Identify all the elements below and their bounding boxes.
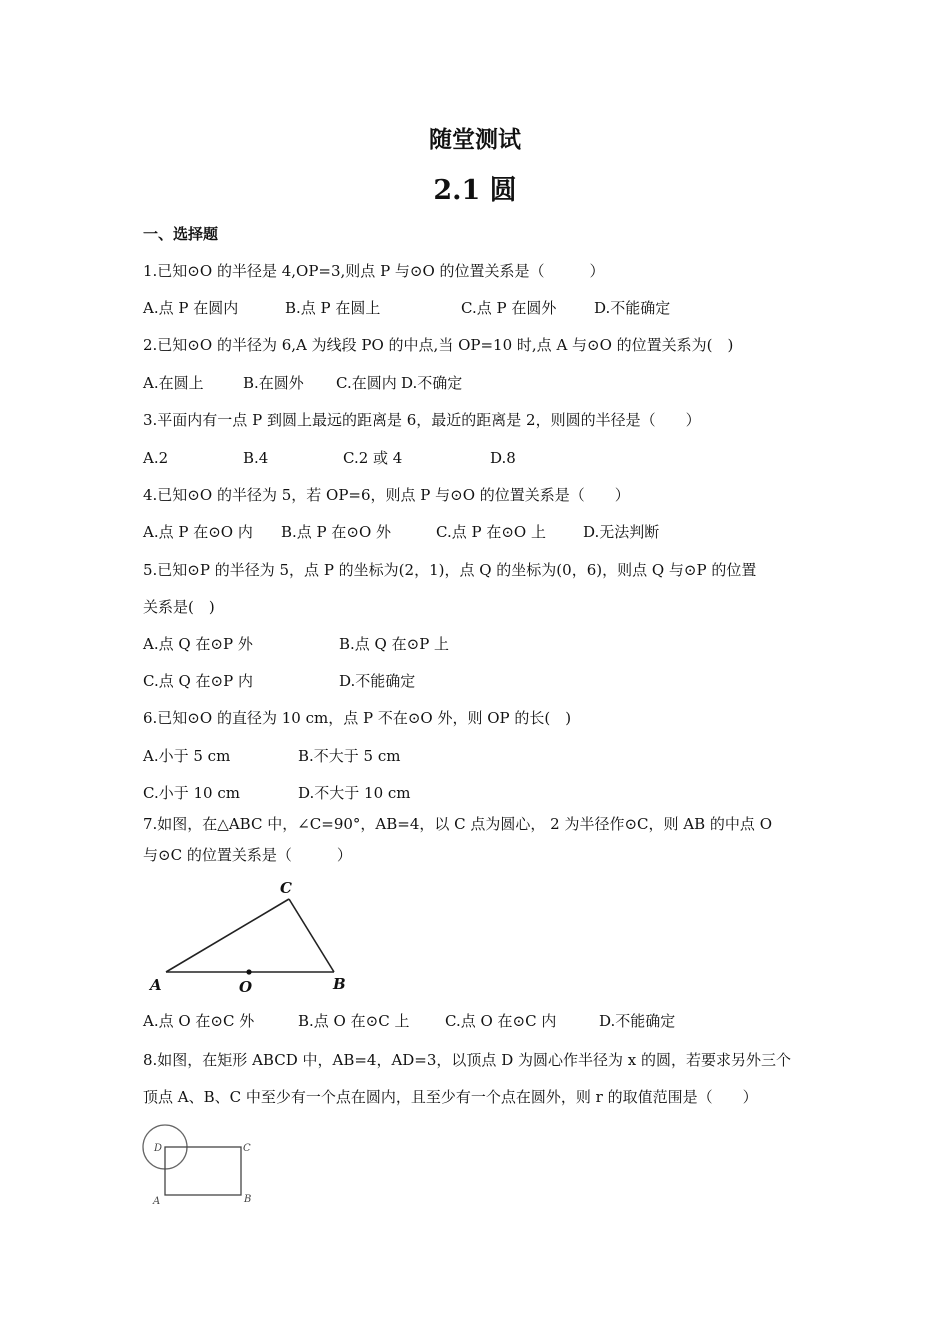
vertex-label-c: C — [243, 1143, 251, 1154]
question-7-option-c: C.点 O 在⊙C 内 — [445, 1012, 557, 1030]
question-5-option-c: C.点 Q 在⊙P 内 — [143, 672, 253, 690]
question-3-option-a: A.2 — [143, 449, 169, 467]
question-8-rectangle-figure — [140, 1120, 265, 1210]
midpoint-o-dot — [246, 969, 251, 974]
question-2-stem: 2.已知⊙O 的半径为 6,A 为线段 PO 的中点,当 OP=10 时,点 A 与⊙O 的位置关系为( ) — [143, 336, 734, 354]
question-7-option-d: D.不能确定 — [599, 1012, 676, 1030]
question-2-option-d: D.不确定 — [401, 374, 463, 392]
question-7-stem-line2: 与⊙C 的位置关系是（ ） — [143, 846, 352, 864]
question-6-option-d: D.不大于 10 cm — [298, 784, 411, 802]
question-6-option-a: A.小于 5 cm — [143, 747, 231, 765]
question-5-stem: 5.已知⊙P 的半径为 5，点 P 的坐标为(2，1)，点 Q 的坐标为(0，6)，则点 Q 与⊙P 的位置 — [143, 561, 757, 579]
question-1-option-b: B.点 P 在圆上 — [285, 299, 381, 317]
vertex-label-a: A — [153, 1196, 161, 1207]
section-title: 一、选择题 — [143, 225, 219, 243]
triangle-side-ac — [166, 899, 289, 972]
question-2-option-c: C.在圆内 — [336, 374, 397, 392]
question-8-stem-line2: 顶点 A、B、C 中至少有一个点在圆内，且至少有一个点在圆外，则 r 的取值范围是（ ） — [143, 1088, 758, 1106]
question-1-option-d: D.不能确定 — [594, 299, 671, 317]
page-title: 随堂测试 — [429, 126, 521, 153]
page-subtitle: 2.1 圆 — [433, 175, 517, 206]
question-3-option-c: C.2 或 4 — [343, 449, 403, 467]
question-3-option-b: B.4 — [243, 449, 269, 467]
question-4-option-d: D.无法判断 — [583, 523, 660, 541]
vertex-label-d: D — [154, 1143, 163, 1154]
question-1-stem: 1.已知⊙O 的半径是 4,OP=3,则点 P 与⊙O 的位置关系是（ ） — [143, 262, 605, 280]
vertex-label-b: B — [333, 975, 346, 993]
question-7-stem: 7.如图，在△ABC 中，∠C=90°，AB=4，以 C 点为圆心， 2 为半径作⊙C，则 AB 的中点 O — [143, 815, 772, 833]
vertex-label-c: C — [280, 879, 292, 897]
question-4-stem: 4.已知⊙O 的半径为 5，若 OP=6，则点 P 与⊙O 的位置关系是（ ） — [143, 486, 630, 504]
question-5-option-b: B.点 Q 在⊙P 上 — [339, 635, 450, 653]
question-3-stem: 3.平面内有一点 P 到圆上最远的距离是 6，最近的距离是 2，则圆的半径是（ ） — [143, 411, 701, 429]
point-label-o: O — [239, 978, 253, 996]
question-2-option-b: B.在圆外 — [243, 374, 304, 392]
question-8-stem: 8.如图，在矩形 ABCD 中，AB=4，AD=3，以顶点 D 为圆心作半径为 x 的圆，若要求另外三个 — [143, 1051, 791, 1069]
vertex-label-a: A — [150, 976, 162, 994]
triangle-side-cb — [289, 899, 334, 972]
question-6-option-c: C.小于 10 cm — [143, 784, 240, 802]
question-1-option-c: C.点 P 在圆外 — [461, 299, 557, 317]
question-6-stem: 6.已知⊙O 的直径为 10 cm，点 P 不在⊙O 外，则 OP 的长( ) — [143, 709, 572, 727]
question-7-option-a: A.点 O 在⊙C 外 — [143, 1012, 255, 1030]
question-1-option-a: A.点 P 在圆内 — [143, 299, 239, 317]
question-4-option-c: C.点 P 在⊙O 上 — [436, 523, 546, 541]
question-7-option-b: B.点 O 在⊙C 上 — [298, 1012, 410, 1030]
question-2-option-a: A.在圆上 — [143, 374, 204, 392]
question-4-option-a: A.点 P 在⊙O 内 — [143, 523, 253, 541]
question-3-option-d: D.8 — [490, 449, 516, 467]
question-7-triangle-figure — [140, 872, 370, 1000]
question-5-option-d: D.不能确定 — [339, 672, 416, 690]
question-6-option-b: B.不大于 5 cm — [298, 747, 401, 765]
vertex-label-b: B — [244, 1194, 252, 1205]
rectangle-abcd — [165, 1147, 241, 1195]
question-5-stem-line2: 关系是( ) — [143, 598, 215, 616]
question-4-option-b: B.点 P 在⊙O 外 — [281, 523, 392, 541]
question-5-option-a: A.点 Q 在⊙P 外 — [143, 635, 253, 653]
